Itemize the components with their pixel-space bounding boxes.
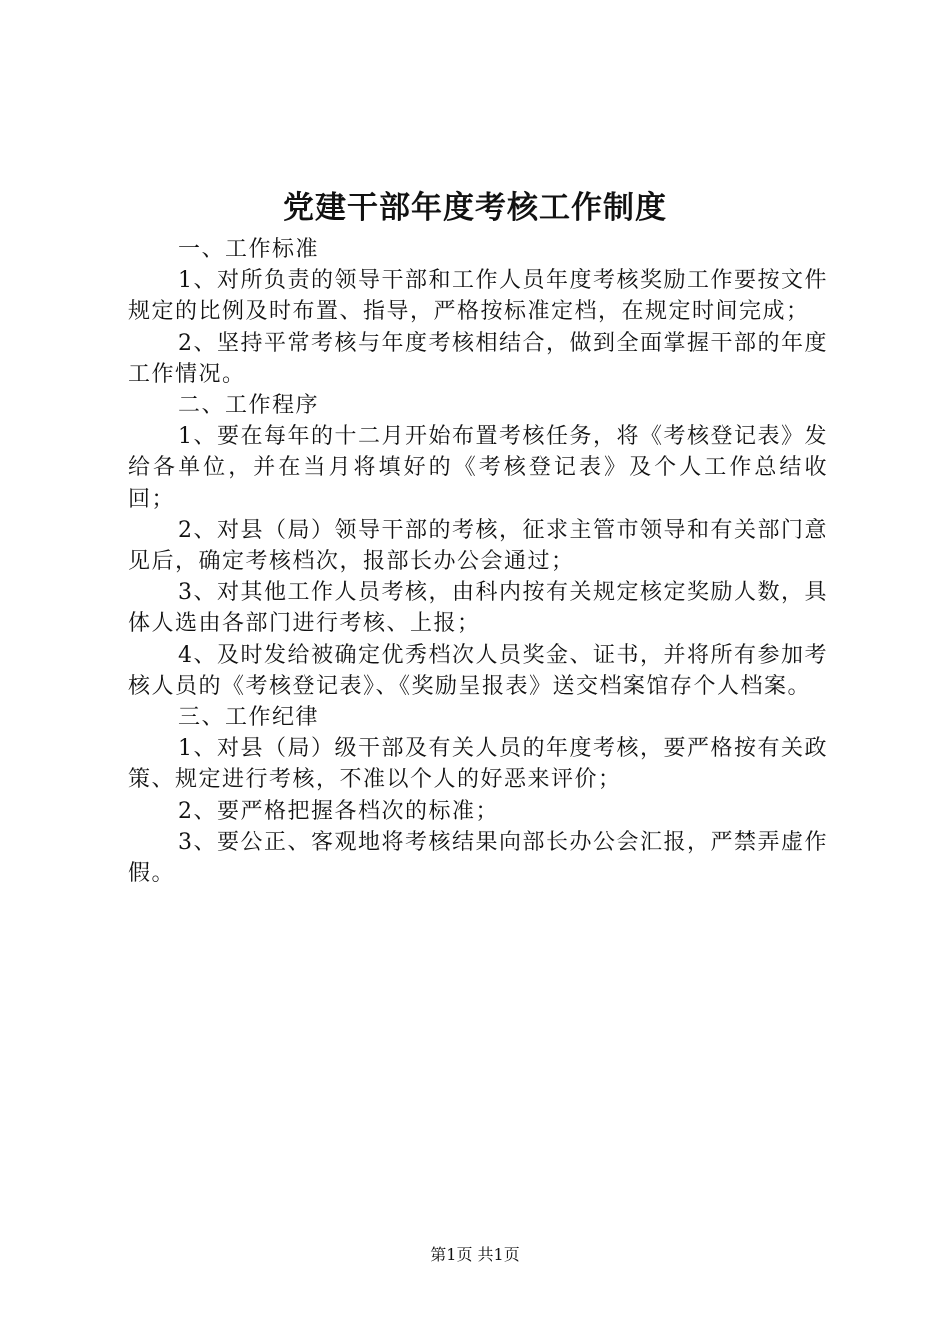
paragraph: 2、坚持平常考核与年度考核相结合，做到全面掌握干部的年度工作情况。: [128, 330, 828, 387]
section-heading: 二、工作程序: [178, 393, 320, 419]
paragraph: 3、对其他工作人员考核，由科内按有关规定核定奖励人数，具体人选由各部门进行考核、上报；: [128, 580, 828, 637]
paragraph: 1、对所负责的领导干部和工作人员年度考核奖励工作要按文件规定的比例及时布置、指导，严格按标准定档，在规定时间完成；: [128, 268, 828, 325]
paragraph: 4、及时发给被确定优秀档次人员奖金、证书，并将所有参加考核人员的《考核登记表》、《奖励呈报表》送交档案馆存个人档案。: [128, 642, 828, 699]
paragraph: 2、对县（局）领导干部的考核，征求主管市领导和有关部门意见后，确定考核档次，报部长办公会通过；: [128, 517, 828, 575]
section-heading: 一、工作标准: [178, 237, 320, 262]
paragraph: 3、要公正、客观地将考核结果向部长办公会汇报，严禁弄虚作假。: [128, 829, 828, 887]
paragraph: 1、要在每年的十二月开始布置考核任务，将《考核登记表》发给各单位，并在当月将填好的《考核登记表》及个人工作总结收回；: [128, 424, 828, 512]
paragraph: 1、对县（局）级干部及有关人员的年度考核，要严格按有关政策、规定进行考核，不准以个人的好恶来评价；: [128, 736, 828, 793]
document-body: [128, 234, 828, 889]
document-title: 党建干部年度考核工作制度: [283, 190, 667, 226]
paragraph: 2、要严格把握各档次的标准；: [178, 798, 499, 824]
page-footer: 第1页 共1页: [430, 1245, 520, 1264]
section-heading: 三、工作纪律: [178, 705, 320, 731]
